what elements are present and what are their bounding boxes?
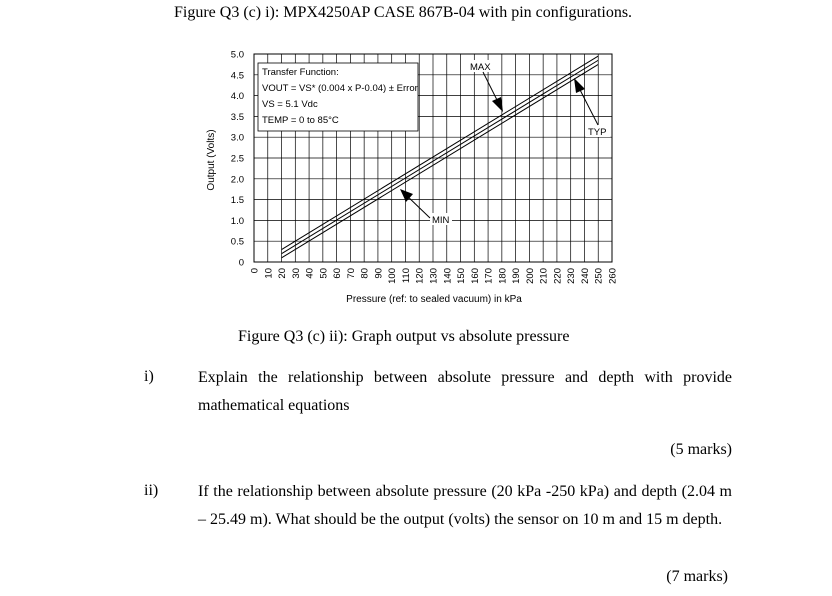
x-tick-label: 250 xyxy=(593,268,605,284)
figure-caption: Figure Q3 (c) ii): Graph output vs absolute pressure xyxy=(238,328,570,345)
x-tick-label: 190 xyxy=(511,268,523,284)
x-tick-label: 220 xyxy=(552,268,564,284)
y-tick-label: 2.5 xyxy=(230,153,244,165)
x-tick-label: 210 xyxy=(538,268,550,284)
transfer-function-box xyxy=(258,63,418,131)
x-axis-label: Pressure (ref: to sealed vacuum) in kPa xyxy=(346,294,522,305)
y-tick-label: 3.0 xyxy=(230,132,244,144)
x-tick-label: 180 xyxy=(497,268,509,284)
x-tick-label: 240 xyxy=(579,268,591,284)
x-tick-label: 150 xyxy=(456,268,468,284)
x-tick-label: 70 xyxy=(345,268,357,279)
y-tick-label: 4.5 xyxy=(230,70,244,82)
question-text: Explain the relationship between absolute pressure and depth with provide mathematical equations xyxy=(198,369,732,414)
figure-title: Figure Q3 (c) i): MPX4250AP CASE 867B-04 with pin configurations. xyxy=(174,4,633,21)
y-tick-label: 5.0 xyxy=(230,49,244,61)
x-tick-label: 10 xyxy=(263,268,275,279)
question-marks: (5 marks) xyxy=(670,441,732,458)
max-annotation: MAX xyxy=(470,62,491,73)
y-tick-label: 1.5 xyxy=(230,195,244,207)
x-tick-label: 200 xyxy=(524,268,536,284)
y-tick-label: 2.0 xyxy=(230,174,244,186)
question-marks: (7 marks) xyxy=(666,568,728,585)
transfer-function-line: VOUT = VS* (0.004 x P-0.04) ± Error xyxy=(262,83,418,94)
y-tick-label: 0 xyxy=(238,257,244,269)
x-tick-label: 140 xyxy=(442,268,454,284)
x-tick-label: 90 xyxy=(373,268,385,279)
x-tick-label: 20 xyxy=(277,268,289,279)
x-tick-label: 100 xyxy=(387,268,399,284)
x-tick-label: 120 xyxy=(414,268,426,284)
y-axis-label: Output (Volts) xyxy=(206,129,217,191)
x-tick-label: 30 xyxy=(290,268,302,279)
x-tick-label: 260 xyxy=(607,268,619,284)
y-tick-label: 0.5 xyxy=(230,236,244,248)
transfer-function-line: TEMP = 0 to 85°C xyxy=(262,115,339,126)
x-tick-label: 160 xyxy=(469,268,481,284)
transfer-function-line: Transfer Function: xyxy=(262,67,339,78)
x-tick-label: 60 xyxy=(332,268,344,279)
y-tick-label: 1.0 xyxy=(230,215,244,227)
x-tick-label: 80 xyxy=(359,268,371,279)
x-tick-label: 50 xyxy=(318,268,330,279)
x-tick-label: 170 xyxy=(483,268,495,284)
x-tick-label: 0 xyxy=(249,268,261,274)
x-tick-label: 40 xyxy=(304,268,316,279)
question-label: i) xyxy=(144,368,154,385)
transfer-function-line: VS = 5.1 Vdc xyxy=(262,99,318,110)
y-tick-label: 4.0 xyxy=(230,91,244,103)
x-tick-label: 110 xyxy=(400,268,412,284)
question-label: ii) xyxy=(144,482,159,499)
x-tick-label: 230 xyxy=(566,268,578,284)
typ-annotation: TYP xyxy=(588,127,607,138)
question-text: If the relationship between absolute pressure (20 kPa -250 kPa) and depth (2.04 m – 25.49 m). What should be the output (volts) the sensor on 10 m and 15 m depth. xyxy=(198,483,732,528)
y-tick-label: 3.5 xyxy=(230,111,244,123)
min-annotation: MIN xyxy=(432,215,450,226)
x-tick-label: 130 xyxy=(428,268,440,284)
